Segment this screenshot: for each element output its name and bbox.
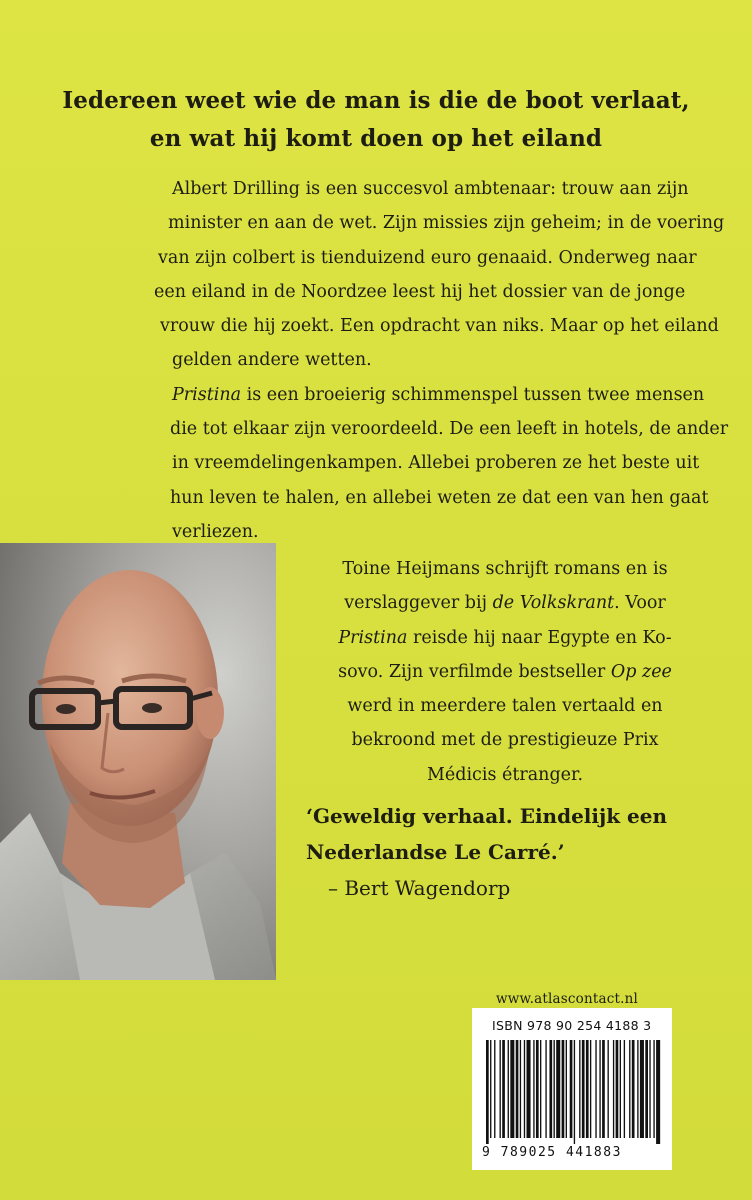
- barcode-bar: [524, 1040, 525, 1138]
- quote-line: Nederlandse Le Carré.’: [306, 840, 565, 864]
- barcode-bar: [632, 1040, 635, 1138]
- bio-text: verslaggever bij: [344, 593, 493, 614]
- barcode-bar: [540, 1040, 541, 1138]
- barcode-bar: [533, 1040, 534, 1138]
- barcode-bar: [620, 1040, 621, 1138]
- blurb-line: verliezen.: [172, 521, 259, 542]
- isbn-label: ISBN 978 90 254 4188 3: [492, 1018, 652, 1033]
- headline: [60, 82, 692, 158]
- barcode-bar: [508, 1040, 509, 1138]
- barcode-bar: [490, 1040, 491, 1138]
- book-title: Pristina: [338, 627, 408, 648]
- barcode-bar: [649, 1040, 650, 1138]
- barcode-bar: [516, 1040, 519, 1138]
- blurb-line: vrouw die hij zoekt. Een opdracht van niks. Maar op het eiland: [160, 316, 719, 337]
- blurb-line: Albert Drilling is een succesvol ambtenaar: trouw aan zijn: [172, 179, 689, 199]
- barcode-bar: [574, 1040, 575, 1144]
- barcode-bar: [562, 1040, 565, 1138]
- barcode-bar: [579, 1040, 580, 1138]
- barcode-bar: [527, 1040, 531, 1138]
- bio-line: Médicis étranger.: [426, 764, 584, 785]
- barcode-digits: 9 789025 441883: [482, 1145, 622, 1160]
- barcode-bar: [608, 1040, 609, 1138]
- book-title-pristina: Pristina: [172, 384, 242, 405]
- blurb-line: hun leven te halen, en allebei weten ze dat een van hen gaat: [170, 487, 709, 508]
- barcode-bar: [500, 1040, 501, 1138]
- blurb-line: minister en aan de wet. Zijn missies zijn geheim; in de voering: [168, 213, 725, 234]
- barcode-bar: [590, 1040, 591, 1138]
- barcode-icon: [484, 1040, 662, 1144]
- barcode-bar: [637, 1040, 638, 1138]
- blurb-paragraph-2-start: [172, 378, 712, 412]
- barcode-bar: [536, 1040, 539, 1138]
- bio-line: bekroond met de prestigieuze Prix: [351, 730, 659, 751]
- bio-line: werd in meerdere talen vertaald en: [347, 696, 663, 717]
- barcode-bar: [510, 1040, 514, 1138]
- barcode-box: [472, 1008, 672, 1170]
- bio-text: reisde hij naar Egypte en Ko-: [407, 627, 672, 648]
- blurb-line: gelden andere wetten.: [172, 350, 372, 371]
- barcode-bar: [570, 1040, 573, 1138]
- blurb-line: in vreemdelingenkampen. Allebei proberen ze het beste uit: [172, 453, 700, 474]
- headline-line-1: Iedereen weet wie de man is die de boot verlaat,: [62, 87, 690, 114]
- barcode-bar: [653, 1040, 654, 1138]
- barcode-bar: [566, 1040, 567, 1138]
- bio-line: [290, 655, 720, 689]
- bio-line: Toine Heijmans schrijft romans en is: [342, 559, 668, 579]
- barcode-bar: [602, 1040, 605, 1138]
- bio-line: [290, 586, 720, 620]
- barcode-bar: [549, 1040, 552, 1138]
- barcode-bar: [599, 1040, 600, 1138]
- quote-author: – Bert Wagendorp: [328, 876, 511, 900]
- review-quote: [306, 798, 667, 906]
- bio-text: . Voor: [614, 593, 666, 614]
- blurb-line: een eiland in de Noordzee leest hij het dossier van de jonge: [154, 281, 686, 302]
- barcode-bar: [556, 1040, 560, 1138]
- barcode-bar: [502, 1040, 505, 1138]
- quote-line: ‘Geweldig verhaal. Eindelijk een: [306, 804, 668, 828]
- author-photo: [0, 543, 276, 980]
- book-title: Op zee: [610, 661, 672, 682]
- barcode-bar: [629, 1040, 630, 1138]
- barcode-bar: [645, 1040, 648, 1138]
- barcode-bar: [545, 1040, 546, 1138]
- barcode-bar: [520, 1040, 521, 1138]
- blurb-line: van zijn colbert is tienduizend euro genaaid. Onderweg naar: [158, 247, 697, 268]
- barcode-bar: [554, 1040, 555, 1138]
- barcode-bar: [486, 1040, 489, 1144]
- blurb-line: die tot elkaar zijn veroordeeld. De een leeft in hotels, de ander: [170, 419, 729, 440]
- barcode-bar: [613, 1040, 614, 1138]
- barcode-bar: [640, 1040, 644, 1138]
- barcode-bar: [494, 1040, 495, 1138]
- barcode-bar: [656, 1040, 660, 1144]
- synopsis-blurb: [154, 172, 729, 549]
- newspaper-title: de Volkskrant: [492, 593, 615, 614]
- bio-text: sovo. Zijn verfilmde bestseller: [338, 661, 611, 682]
- author-bio: [290, 552, 720, 792]
- blurb-text: is een broeierig schimmenspel tussen twee mensen: [241, 384, 705, 405]
- bio-line: [290, 621, 720, 655]
- author-portrait-illustration: [0, 543, 276, 980]
- barcode-bar: [582, 1040, 585, 1138]
- headline-line-2: en wat hij komt doen op het eiland: [149, 125, 603, 152]
- publisher-url: www.atlascontact.nl: [496, 991, 639, 1007]
- barcode-bar: [616, 1040, 619, 1138]
- barcode-bar: [586, 1040, 589, 1138]
- barcode-bar: [595, 1040, 596, 1138]
- barcode-bar: [624, 1040, 625, 1138]
